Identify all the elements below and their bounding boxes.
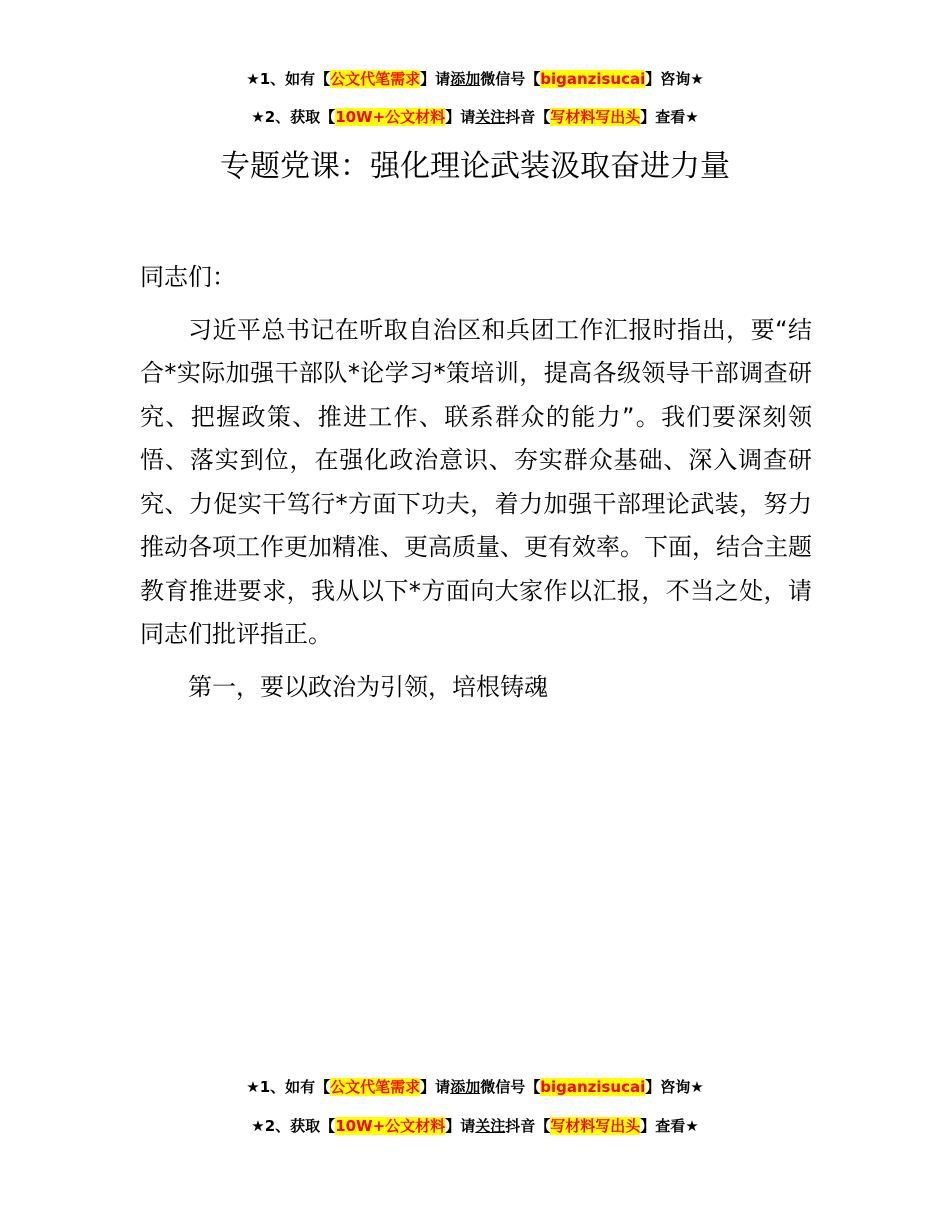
banner-text: 】请: [445, 1117, 476, 1135]
bottom-banner-line-1: [0, 1076, 950, 1098]
body-paragraph: 习近平总书记在听取自治区和兵团工作汇报时指出，要“结合*实际加强干部队*论学习*策培训，提高各级领导干部调查研究、把握政策、推进工作、联系群众的能力”。我们要深刻领悟、落实到位，在强化政治意识、夯实群众基础、深入调查研究、力促实干笃行*方面下功夫，着力加强干部理论武装，努力推动各项工作更加精准、更高质量、更有效率。下面，结合主题教育推进要求，我从以下*方面向大家作以汇报，不当之处，请同志们批评指正。: [140, 315, 812, 648]
banner-text: 】查看★: [640, 1117, 699, 1135]
document-body: [140, 256, 812, 709]
banner-douyin-id: 写材料写出头: [550, 1117, 641, 1135]
banner-follow-text: 关注: [475, 1117, 506, 1135]
banner-wechat-id: biganzisucai: [540, 1078, 646, 1096]
banner-douyin-id: 写材料写出头: [550, 108, 641, 126]
banner-text: 抖音【: [505, 1117, 551, 1135]
banner-text: 抖音【: [505, 108, 551, 126]
banner-highlight-materials: 10W+公文材料: [335, 108, 446, 126]
banner-text: 】请: [420, 70, 451, 88]
banner-text: 微信号【: [480, 1078, 541, 1096]
banner-text: 微信号【: [480, 70, 541, 88]
banner-text: 】咨询★: [645, 1078, 704, 1096]
bottom-banner-line-2: [0, 1115, 950, 1137]
top-banner-line-1: [0, 68, 950, 90]
banner-text: 】咨询★: [645, 70, 704, 88]
banner-text: 】请: [420, 1078, 451, 1096]
banner-highlight-demand: 公文代笔需求: [330, 70, 421, 88]
banner-text: ★2、获取【: [251, 108, 336, 126]
top-banner-line-2: [0, 106, 950, 128]
banner-add-text: 添加: [450, 1078, 481, 1096]
banner-add-text: 添加: [450, 70, 481, 88]
document-title: 专题党课：强化理论武装汲取奋进力量: [220, 149, 730, 184]
banner-highlight-demand: 公文代笔需求: [330, 1078, 421, 1096]
banner-follow-text: 关注: [475, 108, 506, 126]
section-heading: 第一，要以政治为引领，培根铸魂: [188, 672, 548, 701]
banner-text: ★1、如有【: [246, 70, 331, 88]
banner-text: 】查看★: [640, 108, 699, 126]
banner-highlight-materials: 10W+公文材料: [335, 1117, 446, 1135]
banner-text: ★2、获取【: [251, 1117, 336, 1135]
salutation: 同志们：: [140, 263, 236, 291]
banner-wechat-id: biganzisucai: [540, 70, 646, 88]
banner-text: ★1、如有【: [246, 1078, 331, 1096]
banner-text: 】请: [445, 108, 476, 126]
